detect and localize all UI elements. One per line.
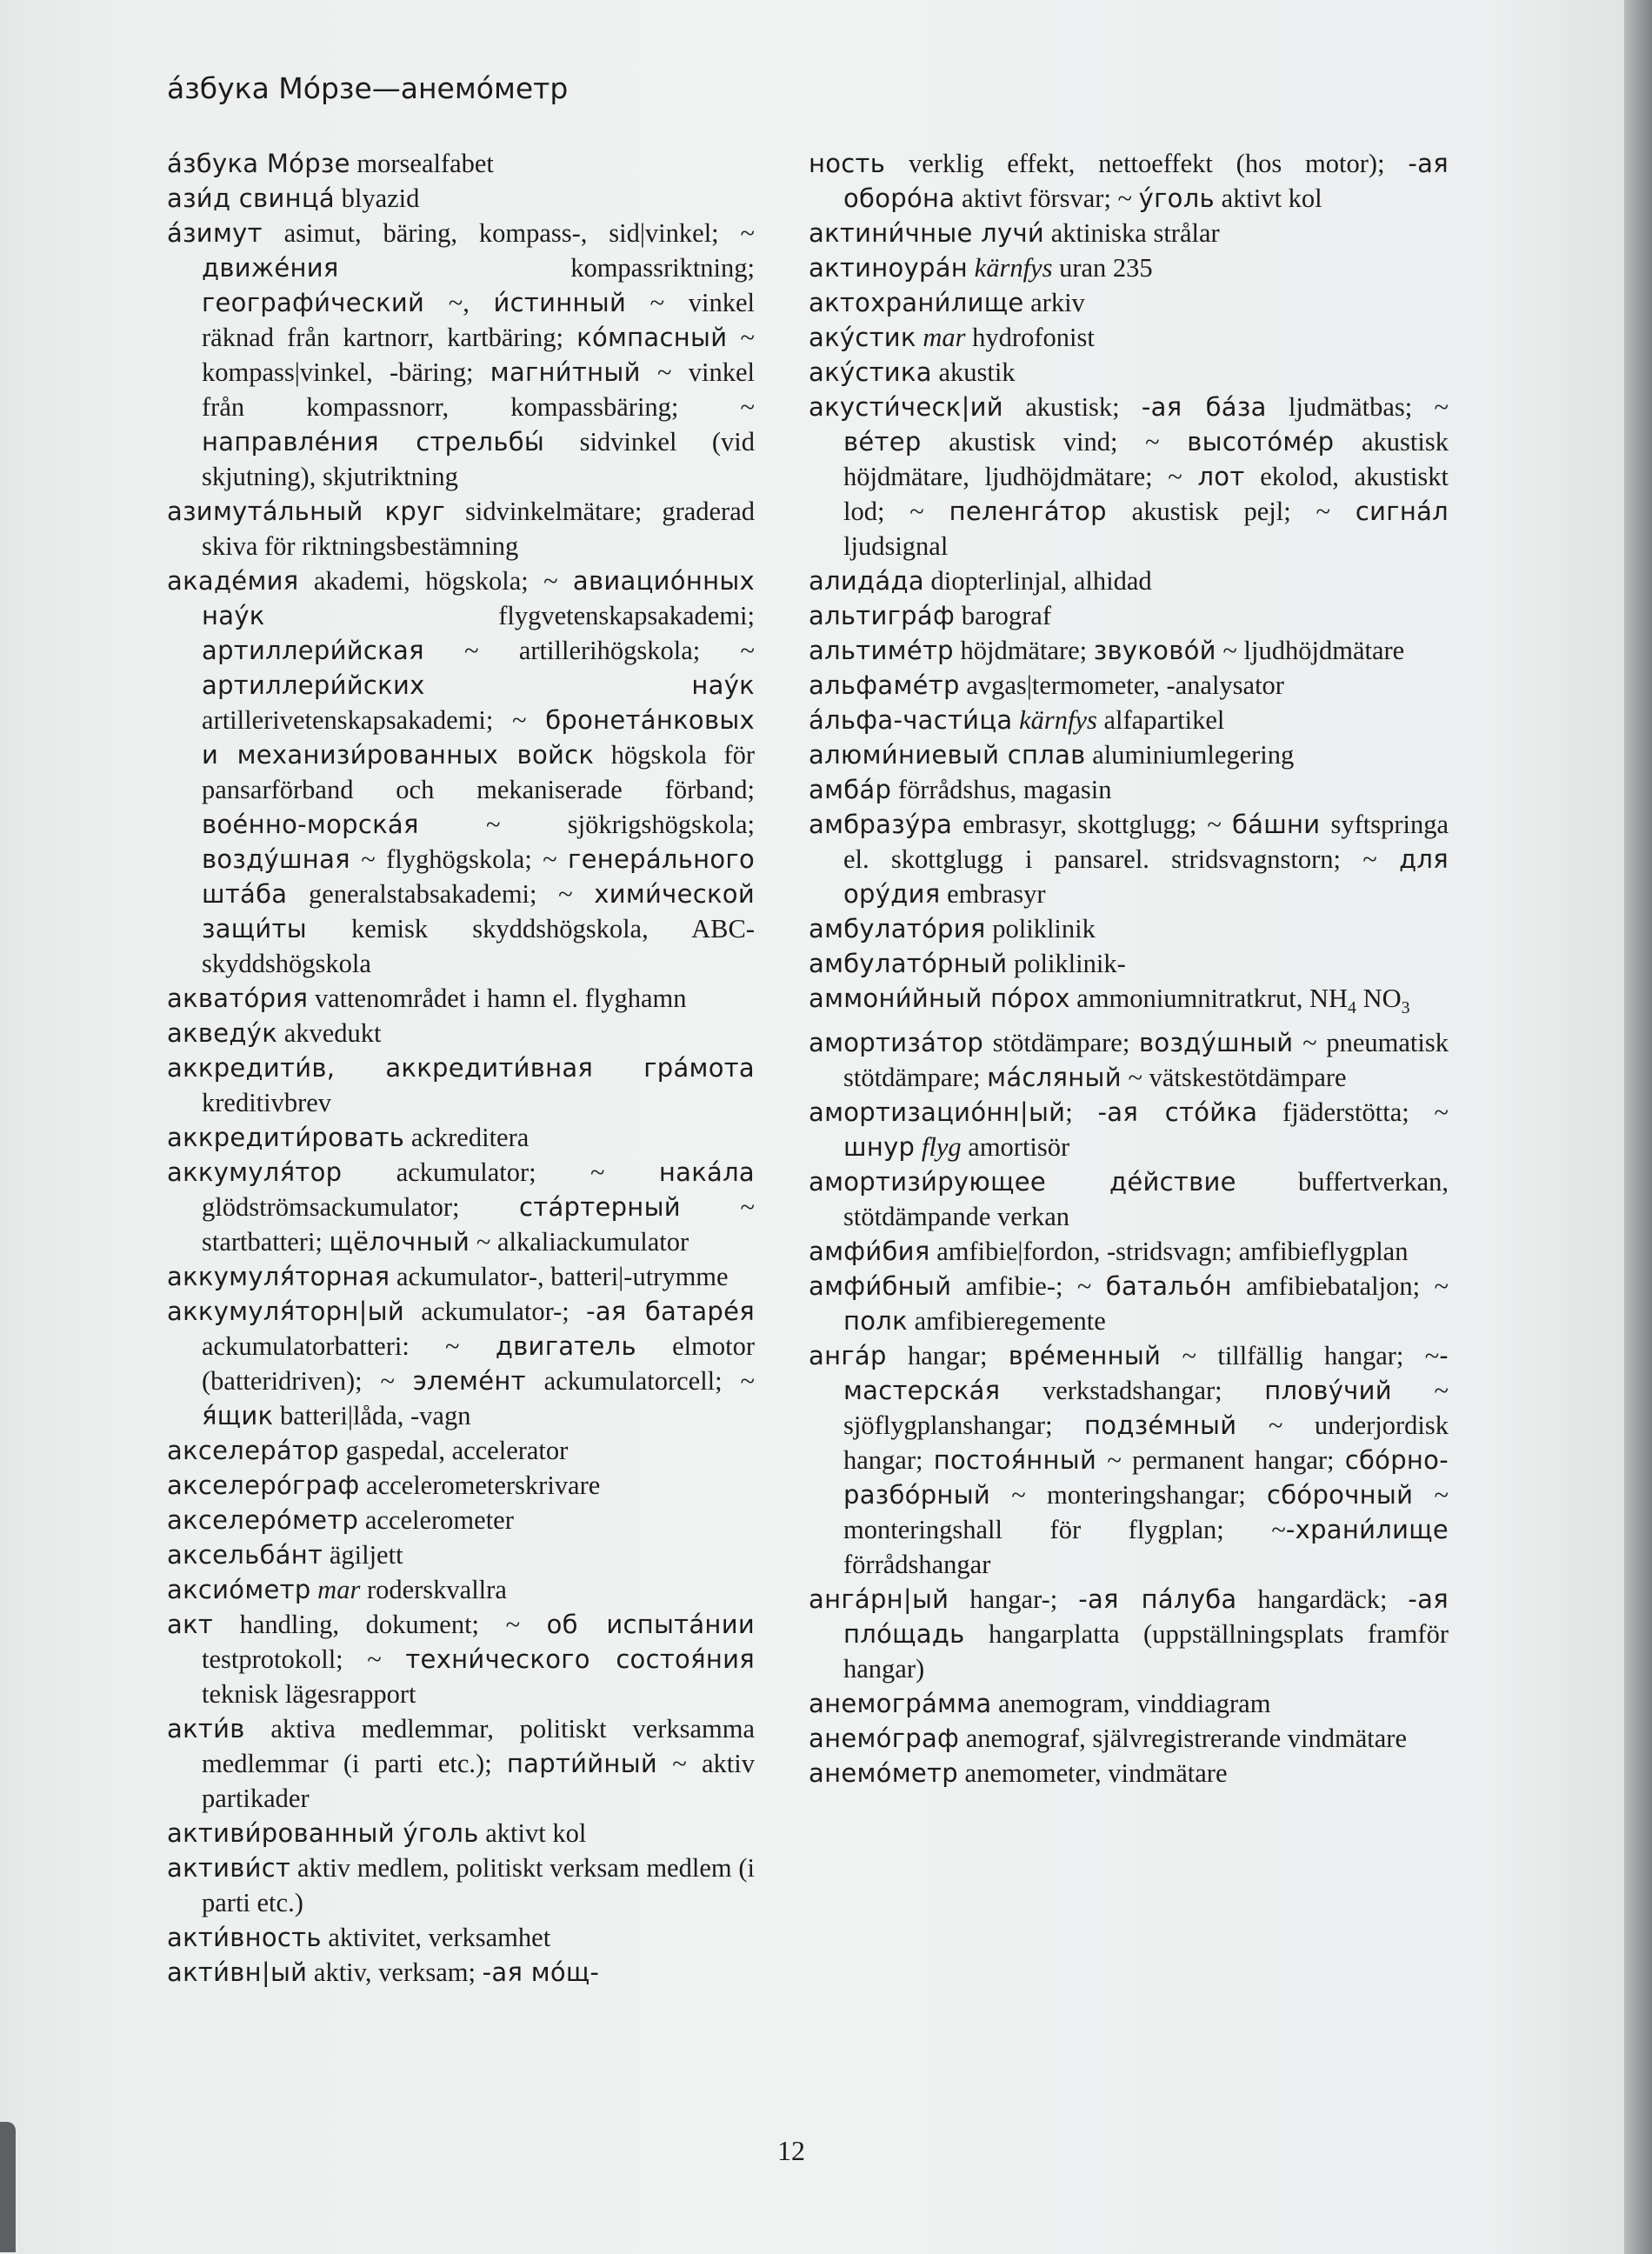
dictionary-entry: акселера́тор gaspedal, accelerator bbox=[167, 1436, 569, 1465]
dictionary-entry: амортиза́тор stötdämpare; возду́шный ~ pneumatisk stötdämpare; ма́сляный ~ vätskestötdämpare bbox=[809, 1028, 1449, 1093]
dictionary-entry: азимута́льный круг sidvinkelmätare; graderad skiva för riktningsbestämning bbox=[167, 497, 755, 561]
dictionary-entry: амфи́бия amfibie|fordon, -stridsvagn; amfibieflygplan bbox=[809, 1237, 1409, 1267]
dictionary-entry: акусти́ческ|ий akustisk; -ая ба́за ljudmätbas; ~ ве́тер akustisk vind; ~ высото́ме́р akustisk höjdmätare, ljudhöjdmätare; ~ лот ekolod, akustiskt lod; ~ пеленга́тор akustisk pejl; ~ сигна́л ljudsignal bbox=[809, 392, 1449, 561]
dictionary-entry: актиноура́н kärnfys uran 235 bbox=[809, 253, 1153, 283]
dictionary-entry: алюми́ниевый сплав aluminiumlegering bbox=[809, 740, 1295, 770]
page-edge bbox=[1624, 0, 1652, 2254]
dictionary-entry: а́зимут asimut, bäring, kompass-, sid|vinkel; ~ движе́ния kompassriktning; географи́ческий ~, и́стинный ~ vinkel räknad från kartnorr, kartbäring; ко́мпасный ~ kompass|vinkel, -bäring; магни́тный ~ vinkel från kompassnorr, kompassbäring; ~ направле́ния стрельбы́ sidvinkel (vid skjutning), skjutriktning bbox=[167, 218, 755, 491]
dictionary-entry: альфаме́тр avgas|termometer, -analysator bbox=[809, 670, 1284, 700]
dictionary-entry: анемо́метр anemometer, vindmätare bbox=[809, 1758, 1228, 1789]
dictionary-entry: амбразу́ра embrasyr, skottglugg; ~ ба́шни syftspringa el. skottglugg i pansarel. stridsvagnstorn; ~ для ору́дия embrasyr bbox=[809, 810, 1449, 909]
dictionary-entry: аку́стик mar hydrofonist bbox=[809, 323, 1095, 352]
dictionary-entry: акти́вн|ый aktiv, verksam; -ая мо́щ- bbox=[167, 1957, 600, 1987]
dictionary-entry: акти́вность aktivitet, verksamhet bbox=[167, 1923, 551, 1952]
dictionary-entry: ность verklig effekt, nettoeffekt (hos motor); -ая оборо́на aktivt försvar; ~ у́голь aktivt kol bbox=[809, 149, 1449, 213]
dictionary-entry: акт handling, dokument; ~ об испыта́нии testprotokoll; ~ техни́ческого состоя́ния teknisk lägesrapport bbox=[167, 1610, 755, 1709]
dictionary-entry: аккумуля́торная ackumulator-, batteri|-utrymme bbox=[167, 1262, 729, 1291]
dictionary-entry: амба́р förrådshus, magasin bbox=[809, 775, 1112, 804]
dictionary-entry: амортизацио́нн|ый; -ая сто́йка fjäderstötta; ~ шнур flyg amortisör bbox=[809, 1097, 1449, 1163]
dictionary-entry: аммони́йный по́рох ammoniumnitratkrut, $NH_4$ $NO_3$ bbox=[809, 984, 1410, 1018]
page-number: 12 bbox=[777, 2135, 805, 2166]
dictionary-entry: аккредити́в, аккредити́вная гра́мота kreditivbrev bbox=[167, 1053, 755, 1117]
dictionary-entry: аку́стика akustik bbox=[809, 357, 1016, 387]
dictionary-entry: а́збука Мо́рзе morsealfabet bbox=[167, 149, 494, 178]
dictionary-entry: алида́да diopterlinjal, alhidad bbox=[809, 566, 1152, 596]
dictionary-entry: амбулато́рия poliklinik bbox=[809, 914, 1096, 944]
dictionary-entry: аккумуля́тор ackumulator; ~ нака́ла glödströmsackumulator; ста́ртерный ~ startbatteri; щёлочный ~ alkaliackumulator bbox=[167, 1157, 755, 1257]
dictionary-entry: акти́в aktiva medlemmar, politiskt verksamma medlemmar (i parti etc.); парти́йный ~ aktiv partikader bbox=[167, 1714, 755, 1813]
dictionary-entry: альтигра́ф barograf bbox=[809, 601, 1051, 630]
left-column bbox=[167, 146, 755, 1990]
dictionary-entry: амфи́бный amfibie-; ~ батальо́н amfibiebataljon; ~ полк amfibieregemente bbox=[809, 1271, 1449, 1337]
dictionary-entry: аквато́рия vattenområdet i hamn el. flyghamn bbox=[167, 984, 687, 1013]
dictionary-entry: анемогра́мма anemogram, vinddiagram bbox=[809, 1689, 1271, 1719]
dictionary-entry: амбулато́рный poliklinik- bbox=[809, 949, 1126, 978]
dictionary-entry: актини́чные лучи́ aktiniska strålar bbox=[809, 218, 1220, 248]
dictionary-entry: активи́рованный у́голь aktivt kol bbox=[167, 1818, 587, 1848]
right-column bbox=[809, 146, 1449, 1791]
dictionary-entry: а́льфа-части́ца kärnfys alfapartikel bbox=[809, 705, 1225, 735]
dictionary-entry: акселеро́граф accelerometerskrivare bbox=[167, 1470, 601, 1500]
dictionary-entry: амортизи́рующее де́йствие buffertverkan, stötdämpande verkan bbox=[809, 1167, 1449, 1232]
dictionary-entry: анга́рн|ый hangar-; -ая па́луба hangardäck; -ая пло́щадь hangarplatta (uppställningsplats framför hangar) bbox=[809, 1584, 1449, 1684]
binding-shadow bbox=[0, 2122, 16, 2252]
dictionary-entry: анемо́граф anemograf, självregistrerande vindmätare bbox=[809, 1724, 1407, 1754]
dictionary-entry: ази́д свинца́ blyazid bbox=[167, 183, 420, 213]
dictionary-entry: аксельба́нт ägiljett bbox=[167, 1540, 403, 1570]
dictionary-entry: аккредити́ровать ackreditera bbox=[167, 1123, 530, 1152]
dictionary-entry: акселеро́метр accelerometer bbox=[167, 1505, 514, 1535]
dictionary-entry: активи́ст aktiv medlem, politiskt verksam medlem (i parti etc.) bbox=[167, 1853, 755, 1917]
dictionary-entry: акведу́к akvedukt bbox=[167, 1018, 382, 1048]
dictionary-entry: анга́р hangar; вре́менный ~ tillfällig hangar; ~-мастерска́я verkstadshangar; плову́чий ~ sjöflygplanshangar; подзе́мный ~ underjordisk hangar; постоя́нный ~ permanent hangar; сбо́рно-разбо́рный ~ monteringshangar; сбо́рочный ~ monteringshall för flygplan; ~-храни́лище förrådshangar bbox=[809, 1341, 1449, 1580]
dictionary-entry: альтиме́тр höjdmätare; звуково́й ~ ljudhöjdmätare bbox=[809, 636, 1405, 665]
dictionary-entry: актохрани́лище arkiv bbox=[809, 288, 1085, 317]
dictionary-entry: аксио́метр mar roderskvallra bbox=[167, 1575, 507, 1604]
dictionary-entry: акаде́мия akademi, högskola; ~ авиацио́нных нау́к flygvetenskapsakademi; артиллери́йская ~ artillerihögskola; ~ артиллери́йских нау́к artillerivetenskapsakademi; ~ бронета́нковых и механизи́рованных войск högskola för pansarförband och mekaniserade förband; вое́нно-морска́я ~ sjökrigshögskola; возду́шная ~ flyghögskola; ~ генера́льного шта́ба generalstabsakademi; ~ хими́ческой защи́ты kemisk skyddshögskola, ABC-skyddshögskola bbox=[167, 566, 755, 978]
running-header: а́збука Мо́рзе—анемо́метр bbox=[167, 71, 569, 105]
dictionary-entry: аккумуля́торн|ый ackumulator-; -ая батаре́я ackumulatorbatteri: ~ двигатель elmotor (batteridriven); ~ элеме́нт ackumulatorcell; ~ я́щик batteri|låda, -vagn bbox=[167, 1297, 755, 1430]
